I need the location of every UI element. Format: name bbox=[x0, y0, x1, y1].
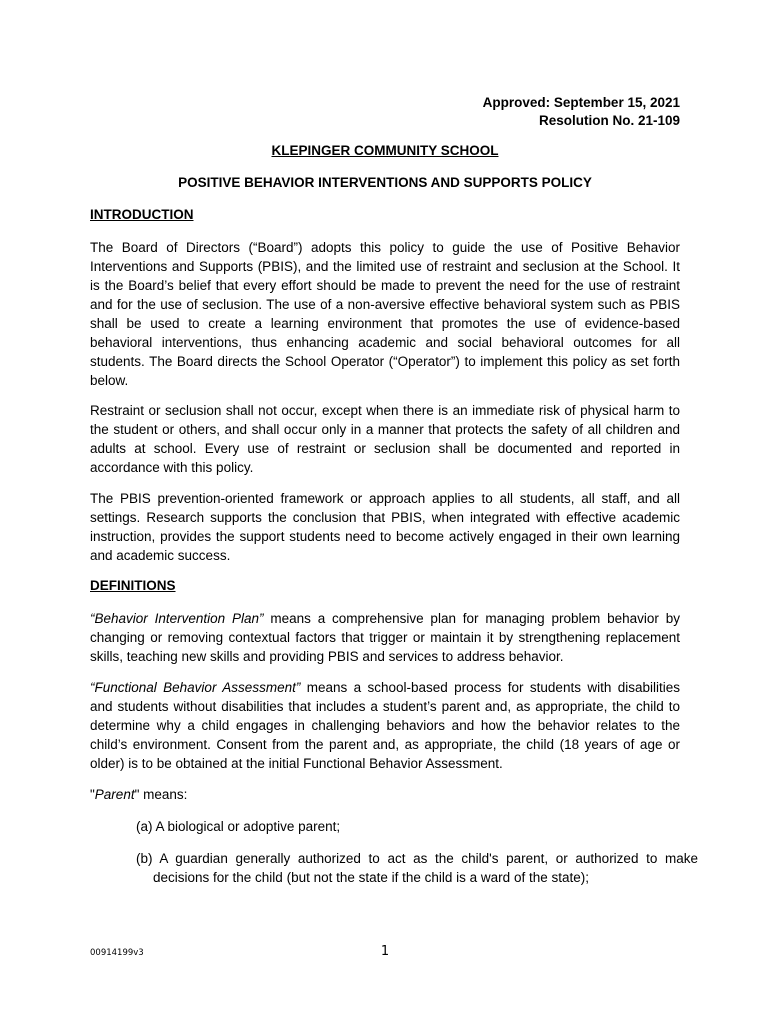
parent-open-quote: " bbox=[90, 787, 95, 802]
definition-parent bbox=[90, 785, 680, 804]
page-number: 1 bbox=[380, 944, 390, 959]
definition-behavior-intervention-plan bbox=[90, 609, 680, 666]
policy-title: POSITIVE BEHAVIOR INTERVENTIONS AND SUPPORTS POLICY bbox=[178, 175, 592, 190]
intro-paragraph-2: Restraint or seclusion shall not occur, except when there is an immediate risk of physical harm to the student or others, and shall occur only in a manner that protects the safety of all children and adults at school. Every use of restraint or seclusion shall be documented and reported in accordance with this policy. bbox=[90, 403, 680, 475]
approval-block bbox=[483, 94, 680, 130]
parent-term: Parent bbox=[94, 787, 135, 802]
definition-text: means a school-based process for students with disabilities and students without disabilities that includes a student’s parent and, as appropriate, the child to determine why a child engages in challenging behaviors and how the behavior relates to the child’s environment. Consent from the parent and, as appropriate, the child (18 years of age or older) is to be obtained at the initial Functional Behavior Assessment. bbox=[90, 680, 680, 771]
definition-term: “Functional Behavior Assessment” bbox=[90, 680, 301, 695]
resolution-number: Resolution No. 21-109 bbox=[538, 113, 680, 128]
intro-paragraph-3: The PBIS prevention-oriented framework or approach applies to all students, all staff, and all settings. Research supports the conclusion that PBIS, when integrated with effective academic instruction, provides the support students need to become actively engaged in their own learning and academic success. bbox=[90, 491, 680, 563]
parent-means: " means: bbox=[134, 787, 188, 802]
definition-text: means a comprehensive plan for managing problem behavior by changing or removing contextual factors that trigger or maintain it by strengthening replacement skills, teaching new skills and providing PBIS and services to address behavior. bbox=[90, 611, 681, 664]
definitions-heading: DEFINITIONS bbox=[90, 578, 176, 593]
definition-term: “Behavior Intervention Plan” bbox=[90, 611, 264, 626]
approved-date: Approved: September 15, 2021 bbox=[482, 95, 680, 110]
introduction-heading: INTRODUCTION bbox=[90, 207, 194, 222]
intro-paragraph-1: The Board of Directors (“Board”) adopts this policy to guide the use of Positive Behavior Interventions and Supports (PBIS), and the limited use of restraint and seclusion at the School. It is the Board’s belief that every effort should be made to prevent the need for the use of restraint and for the use of seclusion. The use of a non-aversive effective behavioral system such as PBIS shall be used to create a learning environment that promotes the use of evidence-based behavioral interventions, thus enhancing academic and social behavioral outcomes for all students. The Board directs the School Operator (“Operator”) to implement this policy as set forth below. bbox=[90, 240, 680, 388]
definition-functional-behavior-assessment bbox=[90, 678, 680, 773]
parent-list-item-b: (b) A guardian generally authorized to act as the child's parent, or authorized to make decisions for the child (but not the state if the child is a ward of the state); bbox=[136, 851, 698, 885]
parent-list-item-a: (a) A biological or adoptive parent; bbox=[136, 819, 341, 834]
document-code: 00914199v3 bbox=[90, 948, 144, 958]
school-title: KLEPINGER COMMUNITY SCHOOL bbox=[271, 143, 499, 158]
